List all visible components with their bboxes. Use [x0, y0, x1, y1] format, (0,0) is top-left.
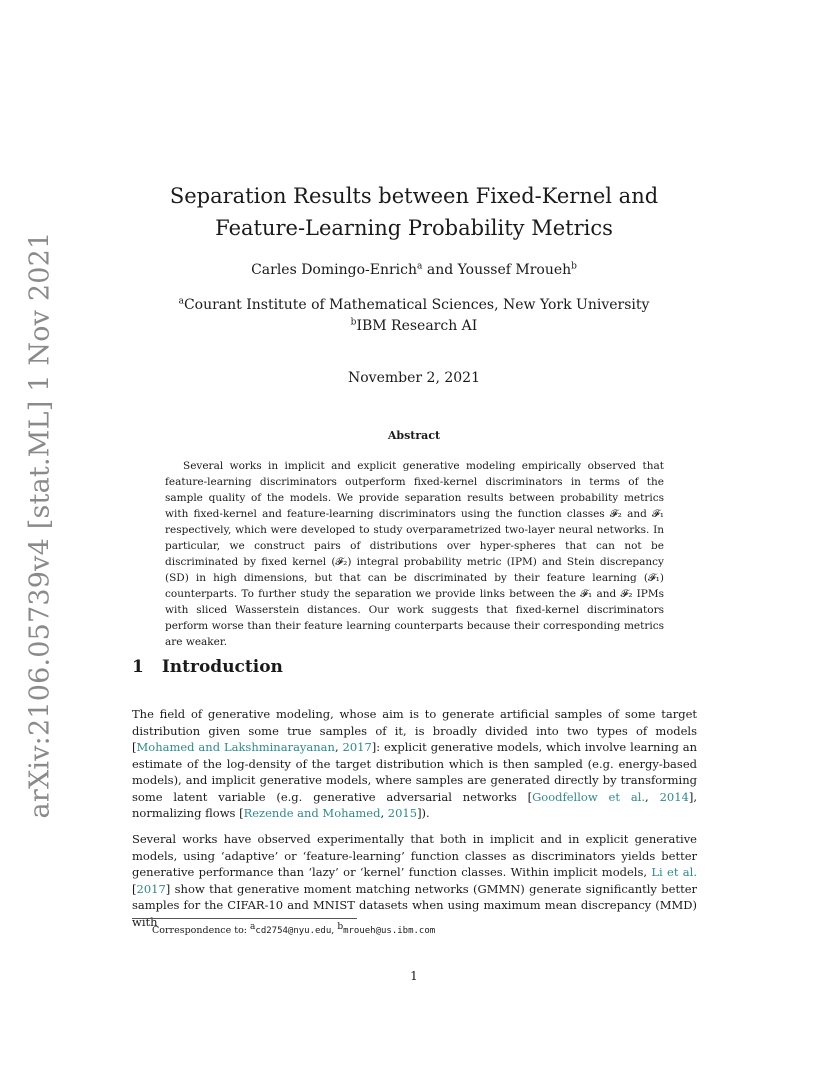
footnote-mark-b: b	[337, 921, 344, 932]
paragraph-text: ,	[645, 789, 660, 804]
paragraph-text: ]: explicit generative models, which involve learning an estimate of the log-density of the target distribution which is then sampled (e.g. energy-based models), and implicit generative models, where samples are generated directly by transforming some latent variable (e.g. generative adversarial networks [	[132, 740, 697, 804]
arxiv-identifier-stamp: arXiv:2106.05739v4 [stat.ML] 1 Nov 2021	[24, 231, 56, 819]
author-separator: and	[422, 262, 458, 278]
affiliation-a-mark: a	[178, 296, 184, 307]
citation-link[interactable]: Rezende and Mohamed	[243, 806, 381, 820]
intro-paragraph-1	[132, 706, 697, 822]
citation-link[interactable]: Li et al.	[651, 865, 697, 879]
email-b: mroueh@us.ibm.com	[343, 926, 436, 936]
affiliation-b	[0, 316, 828, 337]
title-line-2: Feature-Learning Probability Metrics	[215, 216, 613, 240]
paragraph-text: Several works have observed experimentally that both in implicit and in explicit generative models, using ‘adaptive’ or ‘feature-learning’ function classes as discriminators yields better generative performance than ‘lazy’ or ‘kernel’ function classes. Within implicit models,	[132, 832, 697, 879]
citation-year-link[interactable]: 2017	[136, 881, 166, 896]
title-line-1: Separation Results between Fixed-Kernel and	[169, 184, 659, 208]
footnote-mark-a: a	[250, 921, 256, 932]
paragraph-text: [	[132, 881, 137, 896]
abstract-text: Several works in implicit and explicit generative modeling empirically observed that feature-learning discriminators outperform fixed-kernel discriminators in terms of the sample quality of the models. We provide separation results between probability metrics with fixed-kernel and feature-learning discriminators using the function classes 𝓕₂ and 𝓕₁ respectively, which were developed to study overparametrized two-layer neural networks. In particular, we construct pairs of distributions over hyper-spheres that can not be discriminated by fixed kernel (𝓕₂) integral probability metric (IPM) and Stein discrepancy (SD) in high dimensions, but that can be discriminated by their feature learning (𝓕₁) counterparts. To further study the separation we provide links between the 𝓕₁ and 𝓕₂ IPMs with sliced Wasserstein distances. Our work suggests that fixed-kernel discriminators perform worse than their feature learning counterparts because their corresponding metrics are weaker.	[165, 460, 664, 648]
affiliation-a-text: Courant Institute of Mathematical Sciences, New York University	[183, 297, 650, 313]
abstract-heading: Abstract	[387, 429, 441, 442]
author-1-affiliation-mark: a	[417, 261, 423, 272]
intro-paragraph-2	[132, 831, 697, 930]
section-heading	[132, 657, 283, 677]
paragraph-text: ]).	[417, 806, 430, 820]
author-2: Youssef Mroueh	[457, 262, 572, 278]
citation-link[interactable]: Goodfellow et al.	[532, 789, 646, 804]
citation-link[interactable]: Mohamed and Lakshminarayanan	[136, 740, 335, 754]
paragraph-text: ], normalizing flows [	[132, 789, 697, 820]
email-a: cd2754@nyu.edu	[255, 926, 332, 936]
citation-year-link[interactable]: 2017	[342, 740, 372, 754]
page-number: 1	[410, 969, 418, 983]
section-number: 1	[132, 657, 144, 677]
footnote-divider	[132, 918, 357, 919]
author-list	[0, 262, 828, 278]
paragraph-text: ,	[334, 740, 343, 754]
footnote-separator: ,	[331, 925, 338, 936]
paragraph-text: ,	[380, 806, 388, 820]
citation-year-link[interactable]: 2014	[659, 789, 689, 804]
affiliations	[0, 295, 828, 337]
affiliation-b-text: IBM Research AI	[356, 318, 478, 334]
author-2-affiliation-mark: b	[571, 261, 577, 272]
citation-year-link[interactable]: 2015	[387, 806, 418, 820]
affiliation-b-mark: b	[350, 317, 357, 328]
affiliation-a	[0, 295, 828, 316]
section-title: Introduction	[161, 657, 283, 677]
publication-date: November 2, 2021	[348, 370, 480, 386]
footnote-label: Correspondence to:	[152, 925, 251, 936]
paper-title	[0, 180, 828, 244]
correspondence-footnote	[152, 921, 436, 936]
author-1: Carles Domingo-Enrich	[251, 262, 418, 278]
paragraph-text: ] show that generative moment matching networks (GMMN) generate significantly better samples for the CIFAR-10 and MNIST datasets when using maximum mean discrepancy (MMD) with	[132, 881, 697, 929]
paragraph-text: The field of generative modeling, whose aim is to generate artificial samples of some target distribution given some true samples of it, is broadly divided into two types of models [	[132, 707, 697, 754]
